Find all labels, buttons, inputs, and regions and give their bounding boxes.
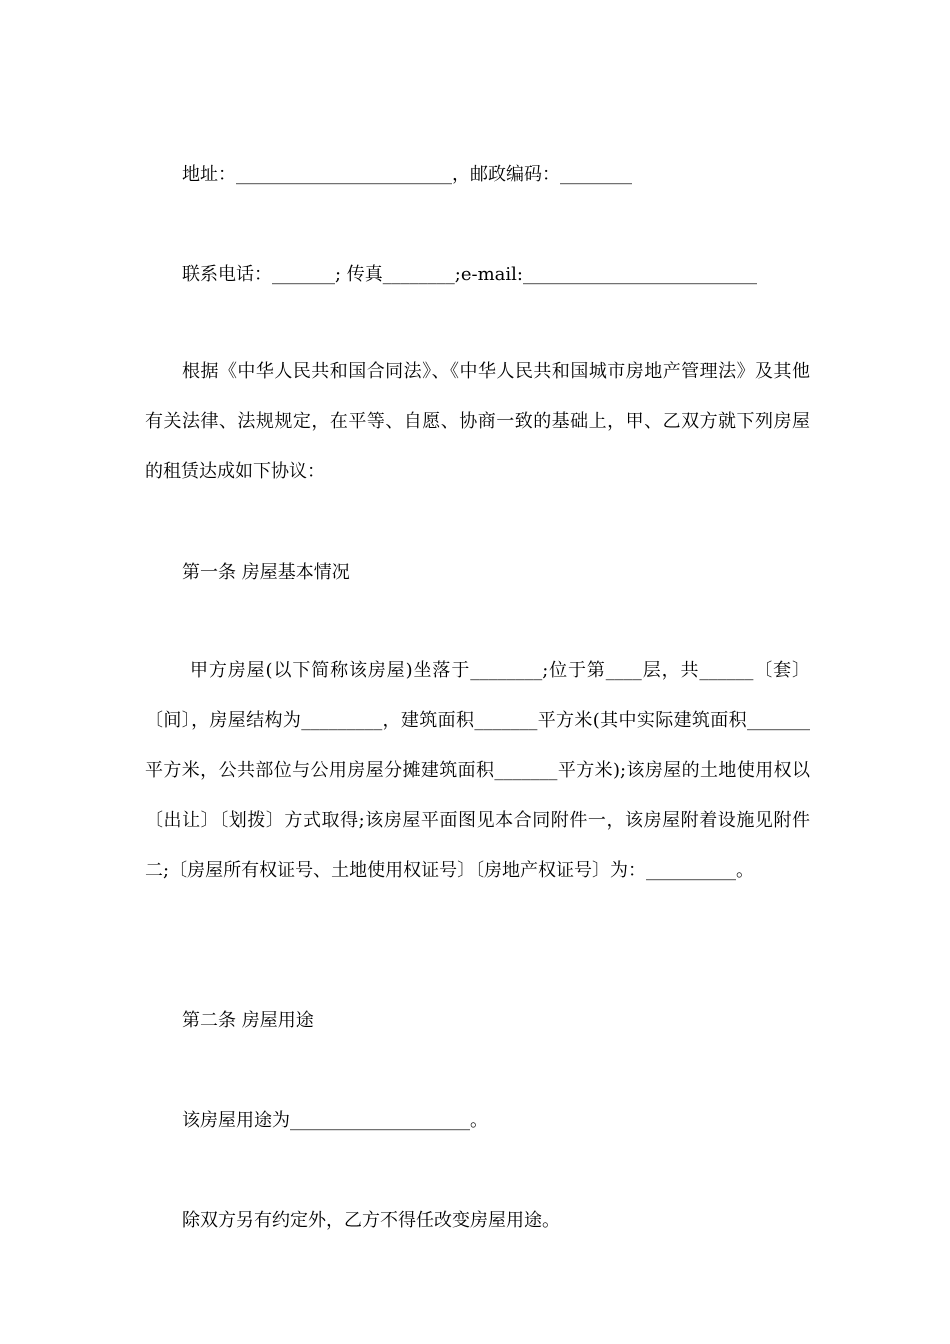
address-line: 地址：________________________，邮政编码：________ <box>182 164 632 185</box>
contact-line: 联系电话：_______; 传真________;e-mail:__________________________ <box>182 264 757 285</box>
preamble-paragraph: 根据《中华人民共和国合同法》、《中华人民共和国城市房地产管理法》及其他有关法律、法规规定，在平等、自愿、协商一致的基础上，甲、乙双方就下列房屋的租赁达成如下协议： <box>145 361 810 482</box>
article1-body-paragraph: 甲方房屋(以下简称该房屋)坐落于________;位于第____层，共______〔套〕〔间〕，房屋结构为_________，建筑面积_______平方米(其中实际建筑面积_______平方米，公共部位与公用房屋分摊建筑面积_______平方米);该房屋的土地使用权以〔出让〕〔划拨〕方式取得;该房屋平面图见本合同附件一，该房屋附着设施见附件二;〔房屋所有权证号、土地使用权证号〕〔房地产权证号〕为：__________。 <box>145 660 810 881</box>
usage-restriction-line: 除双方另有约定外，乙方不得任改变房屋用途。 <box>182 1210 560 1231</box>
usage-line: 该房屋用途为____________________。 <box>182 1110 488 1131</box>
article1-heading: 第一条 房屋基本情况 <box>182 562 350 583</box>
article2-heading: 第二条 房屋用途 <box>182 1010 314 1031</box>
